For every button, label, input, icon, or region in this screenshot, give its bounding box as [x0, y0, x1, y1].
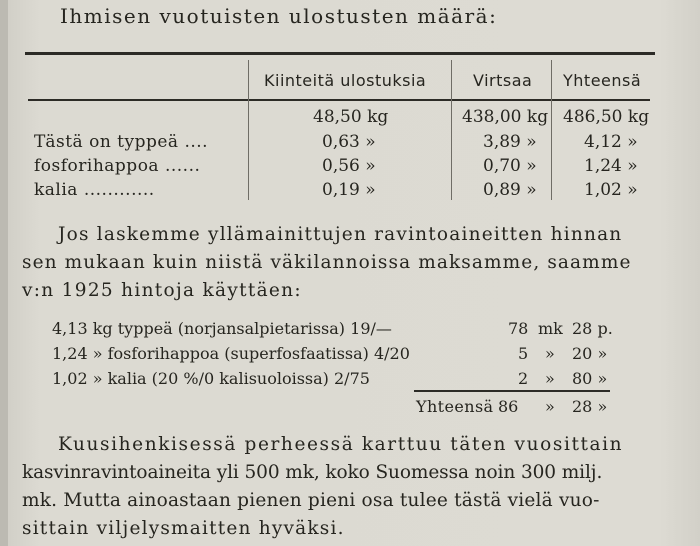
- calc-p: 28 p.: [572, 319, 613, 338]
- calc-p: 20 »: [572, 344, 608, 363]
- calc-sep: »: [545, 344, 555, 363]
- paragraph-line: kasvinravintoaineita yli 500 mk, koko Suomessa noin 300 milj.: [22, 462, 603, 483]
- calc-p: 80 »: [572, 369, 608, 388]
- table-cell: 0,63 »: [322, 132, 376, 152]
- row-label: Tästä on typpeä ....: [34, 132, 209, 152]
- paragraph-line: Jos laskemme yllämainittujen ravintoaineitten hinnan: [58, 224, 623, 245]
- paragraph-line: sittain viljelysmaitten hyväksi.: [22, 518, 345, 539]
- calc-sep: »: [545, 369, 555, 388]
- column-divider: [451, 60, 452, 200]
- calc-mk: 5: [518, 344, 529, 363]
- calc-item: 4,13 kg typpeä (norjansalpietarissa) 19/—: [52, 319, 392, 338]
- total-mk: 86: [498, 397, 519, 416]
- table-cell: 0,56 »: [322, 156, 376, 176]
- sum-rule: [414, 390, 610, 392]
- column-header: Virtsaa: [473, 71, 533, 90]
- table-cell: 4,12 »: [584, 132, 638, 152]
- column-header: Kiinteitä ulostuksia: [264, 71, 427, 90]
- table-cell: 0,89 »: [483, 180, 537, 200]
- table-cell: 486,50 kg: [563, 107, 650, 127]
- row-label: kalia ............: [34, 180, 155, 200]
- table-top-rule: [25, 52, 655, 55]
- table-cell: 0,19 »: [322, 180, 376, 200]
- paragraph-line: sen mukaan kuin niistä väkilannoissa maksamme, saamme: [22, 252, 632, 273]
- table-cell: 1,02 »: [584, 180, 638, 200]
- calc-mk: 2: [518, 369, 529, 388]
- total-label: Yhteensä: [416, 397, 494, 416]
- column-header: Yhteensä: [563, 71, 642, 90]
- total-p: 28 »: [572, 397, 608, 416]
- table-cell: 3,89 »: [483, 132, 537, 152]
- table-header-rule: [28, 99, 650, 101]
- paragraph-line: mk. Mutta ainoastaan pienen pieni osa tulee tästä vielä vuo-: [22, 490, 600, 511]
- column-divider: [248, 60, 249, 200]
- table-cell: 438,00 kg: [462, 107, 549, 127]
- paragraph-line: Kuusihenkisessä perheessä karttuu täten vuosittain: [58, 434, 624, 455]
- calc-item: 1,24 » fosforihappoa (superfosfaatissa) 4/20: [52, 344, 410, 363]
- calc-sep: mk: [538, 319, 563, 338]
- page-gutter: [0, 0, 8, 546]
- total-sep: »: [545, 397, 555, 416]
- section-heading: Ihmisen vuotuisten ulostusten määrä:: [60, 4, 498, 28]
- paragraph-line: v:n 1925 hintoja käyttäen:: [22, 280, 302, 301]
- column-divider: [551, 60, 552, 200]
- table-cell: 48,50 kg: [313, 107, 389, 127]
- calc-mk: 78: [508, 319, 529, 338]
- row-label: fosforihappoa ......: [34, 156, 201, 176]
- table-cell: 1,24 »: [584, 156, 638, 176]
- table-cell: 0,70 »: [483, 156, 537, 176]
- calc-item: 1,02 » kalia (20 %/0 kalisuoloissa) 2/75: [52, 369, 370, 388]
